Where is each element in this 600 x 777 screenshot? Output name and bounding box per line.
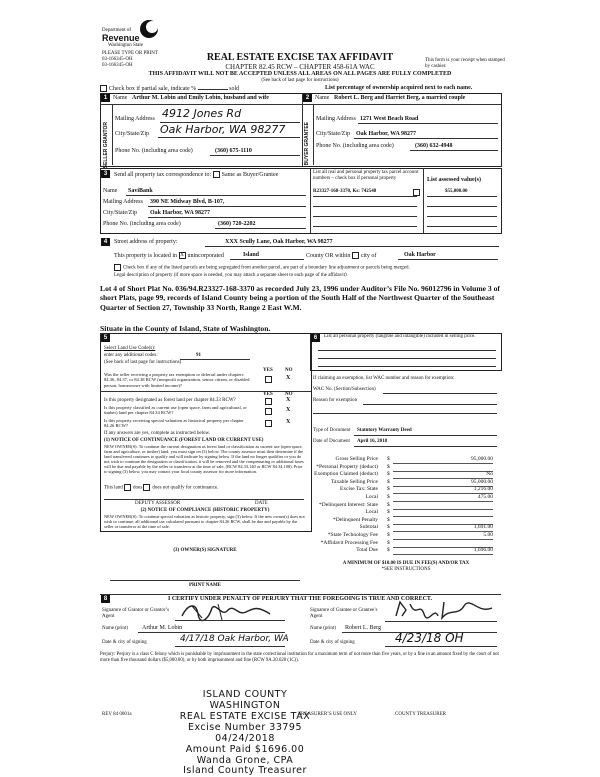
fee-label: *State Technology Fee: [327, 532, 378, 538]
parcel-number[interactable]: R23327-168-3370, Ks: 742548: [313, 189, 377, 194]
fee-label: Gross Selling Price: [335, 456, 378, 462]
reason-label: Reason for exemption: [313, 398, 358, 403]
buyer-city-label: City/State/Zip: [316, 131, 350, 137]
see-instructions: (See back of last page for instructions): [261, 78, 339, 83]
taxpayer-name[interactable]: SaviBank: [128, 188, 153, 194]
taxpayer-mailing-label: Mailing Address: [103, 199, 143, 205]
taxpayer-city-label: City/State/Zip: [103, 210, 137, 216]
fee-label: Exemption Claimed (deduct): [314, 471, 378, 478]
fee-value[interactable]: 1,691.00: [473, 524, 493, 531]
county-or-within: County OR within city of: [306, 252, 377, 259]
buyer-mailing-label: Mailing Address: [316, 116, 356, 122]
does-not-qualify-checkbox[interactable]: [143, 484, 150, 491]
does-qualify-checkbox[interactable]: [124, 484, 131, 491]
situate-line: Situate in the County of Island, State of Washington.: [100, 324, 271, 333]
fee-label: Total Due: [356, 547, 378, 554]
fee-value[interactable]: 1,696.00: [473, 547, 493, 554]
grantor-print-name[interactable]: Arthur M. Lobin: [142, 625, 183, 631]
dollar-sign: $: [387, 509, 390, 516]
fee-row: [311, 547, 493, 555]
treasurer-use-label: TREASURER’S USE ONLY: [298, 712, 357, 717]
grantee-date-city[interactable]: 4/23/18 OH: [395, 631, 464, 645]
dollar-sign: $: [387, 524, 390, 531]
taxpayer-mailing[interactable]: 390 NE Midway Blvd, B-107,: [150, 199, 225, 205]
buyer-side-label: BUYER GRANTEE: [304, 122, 310, 166]
doc-date-label: Date of Document: [313, 439, 350, 444]
q-historic: Is this property receiving special valuation as historical property per chapter 84.26 RCW?: [104, 418, 244, 429]
taxpayer-name-label: Name: [103, 188, 118, 194]
yes-header-1: YES: [263, 368, 273, 373]
assessed-header: List assessed value(s): [427, 177, 482, 183]
seller-name-label: Name: [113, 95, 128, 101]
grantor-signature[interactable]: [178, 600, 278, 622]
doc-type[interactable]: Statutory Warranty Deed: [357, 428, 412, 433]
buyer-phone[interactable]: (360) 632-4948: [415, 143, 453, 149]
fee-value[interactable]: No: [486, 471, 493, 478]
section-4-tag: 4: [101, 238, 110, 246]
fee-value[interactable]: 475.00: [477, 494, 493, 500]
q-exemption-no[interactable]: X: [286, 375, 291, 381]
print-name-label: PRINT NAME: [189, 583, 221, 588]
taxpayer-phone-label: Phone No. (including area code): [103, 221, 181, 227]
dollar-sign: $: [387, 456, 390, 462]
q-exemption: Was the seller receiving a property tax exemption or deferral under chapters 84.36, 84.37, or 84.38 RCW (nonprofit organization, senior citizen, or disabled person, homeowner with limited income)?: [104, 372, 250, 388]
segregated-checkbox[interactable]: [114, 264, 121, 271]
q-historic-yes[interactable]: [265, 420, 272, 427]
buyer-name-label: Name: [315, 95, 330, 101]
dollar-sign: $: [387, 547, 390, 554]
dor-logo: [102, 18, 162, 50]
dor-swoosh-icon: [136, 18, 162, 40]
stamp-line-4: 04/24/2018: [215, 732, 275, 744]
street-label: Street address of property:: [114, 239, 178, 245]
deputy-date-label: DATE: [255, 501, 268, 506]
dollar-sign: $: [387, 539, 390, 546]
yes-header-2: YES: [263, 392, 273, 397]
dollar-sign: $: [387, 532, 390, 538]
please-type: PLEASE TYPE OR PRINT: [102, 51, 158, 56]
ownership-note: List percentage of ownership acquired next to each name.: [325, 85, 473, 91]
fee-label: Excise Tax: State: [339, 486, 378, 493]
personal-property-label: List all personal property (tangible and intangible) included in selling price.: [324, 334, 476, 339]
q-forest: Is this property designated as forest land per chapter 84.33 RCW?: [104, 398, 236, 403]
fee-label: *Delinquent Interest: State: [319, 501, 378, 508]
same-as-buyer-checkbox[interactable]: [213, 171, 220, 178]
q-forest-no[interactable]: X: [286, 397, 291, 403]
land-use-see-back: (See back of last page for instructions): [104, 360, 182, 365]
segregated-row: Check box if any of the listed parcels are being segregated from another parcel, are part of a boundary line adjustment or parcels being merged.: [114, 264, 499, 271]
section-2-tag: 2: [303, 94, 312, 102]
continuance-title: (1) NOTICE OF CONTINUANCE (FOREST LAND OR CURRENT USE): [104, 438, 264, 443]
stamp-line-7: Island County Treasurer: [183, 765, 307, 777]
seller-name[interactable]: Arthur M. Lobin and Emily Lobin, husband and wife: [132, 95, 269, 101]
buyer-city[interactable]: Oak Harbor, WA 98277: [356, 131, 417, 137]
partial-sale-row: Check box if partial sale, indicate % sold: [100, 85, 239, 93]
doc-date[interactable]: April 16, 2018: [357, 439, 388, 444]
q-exemption-yes[interactable]: [265, 376, 272, 383]
form-title: REAL ESTATE EXCISE TAX AFFIDAVIT: [206, 52, 394, 63]
dept-line1: Department of: [102, 28, 132, 33]
doc-type-label: Type of Document: [313, 428, 351, 433]
historic-body: NEW OWNER(S): To continue special valuation as historic property, sign (3) below. If the new owner(s) does not wish to continue, all additional tax calculated pursuant to chapter 84.26 RCW, shall be due and payable by the seller or transferor at the time of sale.: [104, 514, 305, 530]
owner-signature-label: (3) OWNER(S) SIGNATURE: [173, 548, 237, 553]
legal-description[interactable]: Lot 4 of Short Plat No. 036/94.R23327-168-3370 as recorded July 23, 1996 under Auditor’s File No. 96012796 in Volume 3 of short Plats, page 99, records of Island County being a portion of the South Half of the Northwest Quarter of the Southeast Quarter of Section 27, Township 33 North, Range 2 East W.M.: [100, 284, 500, 312]
section-8-tag: 8: [101, 595, 110, 603]
form-number-1: 03-166345-OH: [102, 57, 133, 62]
section-3-tag: 3: [101, 170, 110, 178]
buyer-mailing[interactable]: 1271 West Beach Road: [360, 116, 419, 122]
fee-value[interactable]: 95,000.00: [471, 478, 493, 485]
taxpayer-city[interactable]: Oak Harbor, WA 98277: [150, 210, 211, 216]
if-any-yes: If any answers are yes, complete as instructed below.: [104, 431, 211, 436]
section-6-tag: 6: [311, 334, 320, 342]
fee-label: *Delinquent Penalty: [332, 516, 378, 523]
dollar-sign: $: [387, 501, 390, 508]
q-current-use-yes[interactable]: [265, 408, 272, 415]
minimum-fee-note: A MINIMUM OF $10.00 IS DUE IN FEE(S) AND/OR TAX: [342, 561, 470, 566]
rev-number: REV 84 0001a: [102, 712, 132, 717]
legal-description-label: Legal description of property (if more space is needed, you may attach a separate sheet to each page of the affidavit): [114, 273, 347, 278]
section-5-tag: 5: [101, 334, 110, 342]
city-checkbox[interactable]: [352, 252, 359, 259]
fee-value[interactable]: 95,000.00: [471, 456, 493, 462]
partial-sale-checkbox[interactable]: [100, 85, 107, 92]
dept-line3: Washington State: [108, 43, 144, 48]
located-row: This property is located in X unincorporated: [114, 252, 224, 259]
fee-label: *Affidavit Processing Fee: [320, 539, 378, 546]
grantee-sig-label: Signature of Grantee or Grantee’s Agent: [310, 608, 378, 619]
dept-line2: Revenue: [102, 33, 140, 43]
grantee-name-label: Name (print): [310, 626, 336, 631]
treasurer-stamp: [170, 690, 320, 777]
dollar-sign: $: [387, 486, 390, 493]
dollar-sign: $: [387, 463, 390, 470]
stamp-line-3: Excise Number 33795: [187, 721, 303, 733]
stamp-line-2: REAL ESTATE EXCISE TAX: [179, 710, 311, 722]
buyer-phone-label: Phone No. (including area code): [316, 143, 394, 149]
seller-mailing-label: Mailing Address: [115, 116, 155, 122]
grantee-signature[interactable]: [392, 598, 498, 622]
q-current-use: Is this property classified as current use (open space, farm and agricultural, or timber) land per chapter 84.34 RCW?: [104, 405, 247, 416]
stamp-line-5: Amount Paid $1696.00: [185, 743, 305, 755]
dollar-sign: $: [387, 516, 390, 523]
no-header-1: NO: [285, 368, 293, 373]
dollar-sign: $: [387, 478, 390, 485]
q-current-use-no[interactable]: X: [286, 407, 291, 413]
form-number-2: 03-166345-OH: [102, 63, 133, 68]
fee-label: Taxable Selling Price: [331, 478, 378, 485]
send-correspondence-label: Send all property tax correspondence to: Same as Buyer/Grantee: [114, 171, 279, 178]
land-qualifies-row: This land does does not qualify for continuance.: [104, 485, 219, 491]
seller-city-label: City/State/Zip: [115, 131, 149, 137]
seller-phone-label: Phone No. (including area code): [115, 148, 193, 154]
land-use-label: Select Land Use Code(s):: [104, 346, 156, 351]
grantor-sig-label: Signature of Grantor or Grantor’s Agent: [102, 608, 170, 619]
property-city[interactable]: Oak Harbor: [404, 252, 436, 258]
parcel-header: List all real and personal property tax parcel account numbers – check box if personal property: [313, 170, 419, 181]
exemption-label: If claiming an exemption, list WAC number and reason for exemption:: [313, 376, 455, 381]
perjury-note: Perjury: Perjury is a class C felony which is punishable by imprisonment in the state correctional institution for a maximum term of not more than five years, or by a fine in an amount fixed by the court of not more than five thousand dollars ($5,000.00), or by both imprisonment and fine (RCW 9A.20.020 (1C)).: [100, 652, 499, 663]
certify-statement: I CERTIFY UNDER PENALTY OF PERJURY THAT THE FOREGOING IS TRUE AND CORRECT.: [167, 596, 432, 602]
fee-value[interactable]: 1,216.00: [473, 486, 493, 493]
county-treasurer-label: COUNTY TREASURER: [395, 712, 446, 717]
property-county[interactable]: Island: [243, 252, 260, 258]
grantee-print-name[interactable]: Robert L. Berg: [345, 625, 382, 631]
stamp-line-6: Wanda Grone, CPA: [196, 754, 294, 766]
section-1-tag: 1: [101, 94, 110, 102]
deputy-assessor-label: DEPUTY ASSESSOR: [135, 501, 181, 506]
historic-title: (2) NOTICE OF COMPLIANCE (HISTORIC PROPERTY): [140, 508, 270, 513]
stamp-line-1: ISLAND COUNTY WASHINGTON: [202, 689, 288, 711]
land-use-code[interactable]: 91: [196, 353, 201, 358]
property-street[interactable]: XXX Scully Lane, Oak Harbor, WA 98277: [225, 239, 333, 245]
form-warning: THIS AFFIDAVIT WILL NOT BE ACCEPTED UNLESS ALL AREAS ON ALL PAGES ARE FULLY COMPLETED: [148, 71, 452, 77]
additional-codes-label: enter any additional codes:: [104, 353, 158, 358]
seller-city[interactable]: Oak Harbor, WA 98277: [160, 123, 286, 136]
q-forest-yes[interactable]: [265, 398, 272, 405]
wac-label: WAC No. (Section/Subsection): [313, 387, 376, 392]
continuance-body: NEW OWNER(S): To continue the current designation as forest land or classification as current use (open space, farm and agriculture, or timber) land, you must sign on (3) below. The county assessor must then determine if the land transferred continues to qualify and will indicate by signing below. If the land no longer qualifies or you do not wish to continue the designation or classification, it will be removed and the compensating or additional taxes will be due and payable by the seller or transferor at the time of sale. (RCW 84.33.140 or RCW 84.34.108). Prior to signing (3) below, you may contact your local county assessor for more information.: [104, 444, 304, 475]
fee-label: Local: [365, 494, 378, 500]
seller-phone[interactable]: (360) 675-1110: [215, 148, 252, 154]
grantor-name-label: Name (print): [102, 626, 128, 631]
seller-mailing[interactable]: 4912 Jones Rd: [162, 107, 242, 120]
taxpayer-phone[interactable]: (360) 720-2202: [218, 221, 256, 227]
receipt-note: This form is your receipt when stamped by cashier.: [425, 58, 505, 69]
dollar-sign: $: [387, 471, 390, 478]
seller-side-label: SELLER GRANTOR: [103, 122, 109, 169]
form-subtitle: CHAPTER 82.45 RCW – CHAPTER 458-61A WAC: [225, 63, 375, 71]
see-instructions-note: *SEE INSTRUCTIONS: [381, 567, 431, 572]
fee-label: Subtotal: [359, 524, 378, 531]
no-header-2: NO: [285, 392, 293, 397]
fee-label: *Personal Property (deduct): [316, 463, 378, 470]
grantee-date-label: Date & city of signing: [310, 640, 355, 645]
q-historic-no[interactable]: X: [286, 419, 291, 425]
assessed-value[interactable]: $55,000.00: [445, 189, 468, 194]
fee-value[interactable]: 5.00: [483, 532, 493, 538]
dollar-sign: $: [387, 494, 390, 500]
grantor-date-label: Date & city of signing: [102, 640, 147, 645]
buyer-name[interactable]: Robert L. Berg and Harriet Berg, a married couple: [334, 95, 466, 101]
personal-property-checkbox[interactable]: [413, 189, 420, 196]
unincorporated-checkbox[interactable]: X: [180, 253, 184, 258]
fee-label: Local: [365, 509, 378, 516]
grantor-date-city[interactable]: 4/17/18 Oak Harbor, WA: [180, 634, 289, 644]
